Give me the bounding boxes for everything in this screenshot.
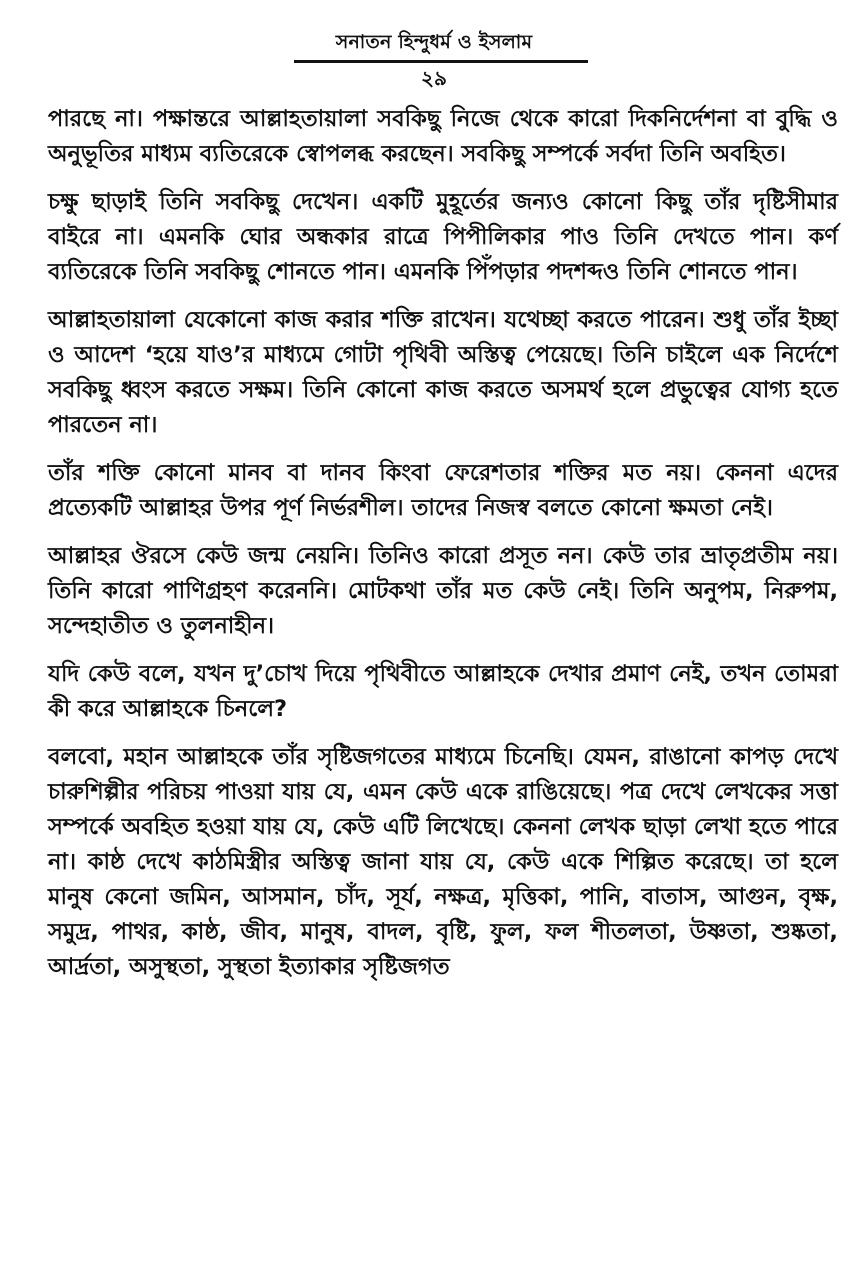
paragraph-6: যদি কেউ বলে, যখন দু’চোখ দিয়ে পৃথিবীতে আল্লাহকে দেখার প্রমাণ নেই, তখন তোমরা কী করে আল্লাহকে চিনলে? (48, 661, 838, 722)
body-text (48, 102, 838, 985)
header-underline (294, 60, 588, 63)
paragraph-2: চক্ষু ছাড়াই তিনি সবকিছু দেখেন। একটি মুহূর্তের জন্যও কোনো কিছু তাঁর দৃষ্টিসীমার বাইরে না। এমনকি ঘোর অন্ধকার রাত্রে পিপীলিকার পাও তিনি দেখতে পান। কর্ণ ব্যতিরেকে তিনি সবকিছু শোনতে পান। এমনকি পিঁপড়ার পদশব্দও তিনি শোনতে পান। (48, 189, 838, 285)
running-header: সনাতন হিন্দুধর্ম ও ইসলাম (335, 31, 533, 53)
page-number: ২৯ (421, 66, 447, 90)
paragraph-3: আল্লাহতায়ালা যেকোনো কাজ করার শক্তি রাখেন। যথেচ্ছা করতে পারেন। শুধু তাঁর ইচ্ছা ও আদেশ ‘হয়ে যাও’র মাধ্যমে গোটা পৃথিবী অস্তিত্ব পেয়েছে। তিনি চাইলে এক নির্দেশে সবকিছু ধ্বংস করতে সক্ষম। তিনি কোনো কাজ করতে অসমর্থ হলে প্রভুত্বের যোগ্য হতে পারতেন না। (48, 307, 838, 438)
paragraph-1: পারছে না। পক্ষান্তরে আল্লাহতায়ালা সবকিছু নিজে থেকে কারো দিকনির্দেশনা বা বুদ্ধি ও অনুভূতির মাধ্যম ব্যতিরেকে স্বোপলব্ধ করছেন। সবকিছু সম্পর্কে সর্বদা তিনি অবহিত। (48, 106, 838, 167)
paragraph-7: বলবো, মহান আল্লাহকে তাঁর সৃষ্টিজগতের মাধ্যমে চিনেছি। যেমন, রাঙানো কাপড় দেখে চারুশিল্পীর পরিচয় পাওয়া যায় যে, এমন কেউ একে রাঙিয়েছে। পত্র দেখে লেখকের সত্তা সম্পর্কে অবহিত হওয়া যায় যে, কেউ এটি লিখেছে। কেননা লেখক ছাড়া লেখা হতে পারে না। কাষ্ঠ দেখে কাঠমিস্ত্রীর অস্তিত্ব জানা যায় যে, কেউ একে শিল্পিত করেছে। তা হলে মানুষ কেনো জমিন, আসমান, চাঁদ, সূর্য, নক্ষত্র, মৃত্তিকা, পানি, বাতাস, আগুন, বৃক্ষ, সমুদ্র, পাথর, কাষ্ঠ, জীব, মানুষ, বাদল, বৃষ্টি, ফুল, ফল শীতলতা, উষ্ণতা, শুষ্কতা, আর্দ্রতা, অসুস্থতা, সুস্থতা ইত্যাকার সৃষ্টিজগত (48, 744, 838, 980)
paragraph-4: তাঁর শক্তি কোনো মানব বা দানব কিংবা ফেরেশতার শক্তির মত নয়। কেননা এদের প্রত্যেকটি আল্লাহর উপর পূর্ণ নির্ভরশীল। তাদের নিজস্ব বলতে কোনো ক্ষমতা নেই। (48, 460, 838, 521)
paragraph-5: আল্লাহর ঔরসে কেউ জন্ম নেয়নি। তিনিও কারো প্রসূত নন। কেউ তার ভ্রাতৃপ্রতীম নয়। তিনি কারো পাণিগ্রহণ করেননি। মোটকথা তাঁর মত কেউ নেই। তিনি অনুপম, নিরুপম, সন্দেহাতীত ও তুলনাহীন। (48, 543, 838, 639)
